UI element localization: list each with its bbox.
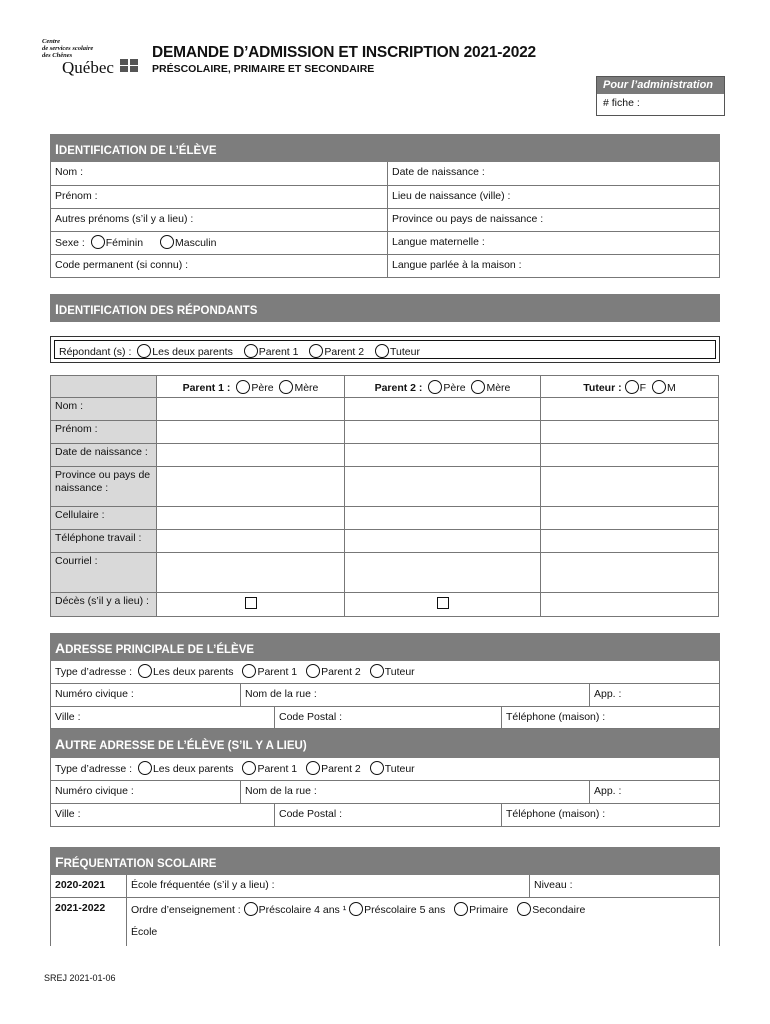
option-label: Secondaire bbox=[532, 904, 586, 916]
option-label: Parent 2 bbox=[321, 666, 361, 678]
table-corner bbox=[51, 376, 157, 398]
adresse-numero-field[interactable]: Numéro civique : bbox=[51, 684, 241, 706]
radio-feminin[interactable] bbox=[91, 235, 105, 249]
section-adresse bbox=[50, 633, 720, 827]
eleve-prenom-field[interactable]: Prénom : bbox=[51, 186, 388, 208]
section-autre-adresse-title: AUTRE ADRESSE DE L’ÉLÈVE (S’IL Y A LIEU) bbox=[50, 729, 720, 758]
adresse-rue-field[interactable]: Nom de la rue : bbox=[241, 684, 590, 706]
tuteur-deces-cell bbox=[541, 593, 719, 617]
year-2020-2021: 2020-2021 bbox=[51, 875, 127, 897]
option-label: Parent 1 bbox=[257, 666, 298, 678]
row-label-prenom: Prénom : bbox=[51, 421, 157, 444]
parent1-deces-cell bbox=[157, 593, 345, 617]
option-label: Parent 2 bbox=[321, 763, 361, 775]
parent2-province-input[interactable] bbox=[345, 467, 541, 507]
adresse-app-field[interactable]: App. : bbox=[594, 688, 622, 700]
radio-parent1-mere[interactable] bbox=[279, 380, 293, 394]
radio-autre-parent1[interactable] bbox=[242, 761, 256, 775]
repondants-table bbox=[50, 375, 719, 617]
adresse-telephone-field[interactable]: Téléphone (maison) : bbox=[506, 711, 606, 723]
autre-code-postal-field[interactable]: Code Postal : bbox=[275, 804, 502, 826]
year-2021-2022: 2021-2022 bbox=[51, 898, 127, 946]
eleve-langue-maternelle-field[interactable]: Langue maternelle : bbox=[392, 236, 485, 248]
row-label-province: Province ou pays de naissance : bbox=[51, 467, 157, 507]
repondants-choice-box bbox=[50, 336, 720, 363]
radio-adresse-tuteur[interactable] bbox=[370, 664, 384, 678]
section-eleve bbox=[50, 134, 720, 278]
eleve-date-naissance-field[interactable]: Date de naissance : bbox=[392, 166, 485, 178]
tuteur-nom-input[interactable] bbox=[541, 398, 719, 421]
row-label-telephone: Téléphone travail : bbox=[51, 530, 157, 553]
radio-prescolaire-4[interactable] bbox=[244, 902, 258, 916]
ordre-group bbox=[127, 898, 719, 946]
radio-tuteur-f[interactable] bbox=[625, 380, 639, 394]
adresse-code-postal-field[interactable]: Code Postal : bbox=[275, 707, 502, 728]
option-label: Parent 1 bbox=[257, 763, 298, 775]
page-title: DEMANDE D’ADMISSION ET INSCRIPTION 2021-2022 bbox=[152, 44, 536, 61]
quebec-flag-icon bbox=[120, 59, 140, 72]
tuteur-prenom-input[interactable] bbox=[541, 421, 719, 444]
radio-masculin[interactable] bbox=[160, 235, 174, 249]
autre-app-field[interactable]: App. : bbox=[594, 785, 622, 797]
tuteur-province-input[interactable] bbox=[541, 467, 719, 507]
option-label: Primaire bbox=[469, 904, 509, 916]
eleve-autres-prenoms-field[interactable]: Autres prénoms (s’il y a lieu) : bbox=[51, 209, 388, 231]
logo-line-1: Centre bbox=[42, 38, 61, 45]
radio-autre-tuteur[interactable] bbox=[370, 761, 384, 775]
parent1-telephone-input[interactable] bbox=[157, 530, 345, 553]
section-repondants-title: IDENTIFICATION DES RÉPONDANTS bbox=[50, 294, 720, 322]
section-repondants bbox=[50, 294, 720, 322]
feminin-label: Féminin bbox=[105, 237, 144, 249]
radio-parent1-pere[interactable] bbox=[236, 380, 250, 394]
sexe-label: Sexe : bbox=[55, 237, 85, 249]
row-label-nom: Nom : bbox=[51, 398, 157, 421]
radio-parent2-mere[interactable] bbox=[471, 380, 485, 394]
section-eleve-title: IDENTIFICATION DE L’ÉLÈVE bbox=[50, 134, 720, 162]
adresse-type-label: Type d’adresse : bbox=[55, 666, 133, 678]
row-label-cellulaire: Cellulaire : bbox=[51, 507, 157, 530]
parent1-prenom-input[interactable] bbox=[157, 421, 345, 444]
parent2-prenom-input[interactable] bbox=[345, 421, 541, 444]
adresse-ville-field[interactable]: Ville : bbox=[51, 707, 275, 728]
radio-primaire[interactable] bbox=[454, 902, 468, 916]
parent1-nom-input[interactable] bbox=[157, 398, 345, 421]
footer-code: SREJ 2021-01-06 bbox=[44, 973, 116, 983]
ordre-label: Ordre d’enseignement : bbox=[131, 904, 241, 916]
admin-box bbox=[596, 76, 725, 116]
radio-adresse-parent2[interactable] bbox=[306, 664, 320, 678]
parent1-date-input[interactable] bbox=[157, 444, 345, 467]
niveau-field[interactable]: Niveau : bbox=[534, 879, 573, 891]
row-label-courriel: Courriel : bbox=[51, 553, 157, 593]
radio-autre-parent2[interactable] bbox=[306, 761, 320, 775]
autre-rue-field[interactable]: Nom de la rue : bbox=[241, 781, 590, 803]
parent2-deces-checkbox[interactable] bbox=[437, 597, 449, 609]
option-label: Tuteur bbox=[384, 666, 415, 678]
parent2-date-input[interactable] bbox=[345, 444, 541, 467]
eleve-sexe-group bbox=[51, 232, 388, 254]
option-label: Les deux parents bbox=[152, 763, 234, 775]
eleve-code-permanent-field[interactable]: Code permanent (si connu) : bbox=[51, 255, 388, 277]
radio-tuteur-m[interactable] bbox=[652, 380, 666, 394]
radio-autre-deux-parents[interactable] bbox=[138, 761, 152, 775]
repondants-table-wrap bbox=[50, 375, 719, 617]
parent2-cellulaire-input[interactable] bbox=[345, 507, 541, 530]
admin-title: Pour l’administration bbox=[597, 77, 724, 94]
parent2-courriel-input[interactable] bbox=[345, 553, 541, 593]
ecole-field[interactable]: École bbox=[131, 926, 158, 938]
autre-ville-field[interactable]: Ville : bbox=[51, 804, 275, 826]
autre-adresse-type-group bbox=[51, 758, 719, 780]
parent1-province-input[interactable] bbox=[157, 467, 345, 507]
parent1-courriel-input[interactable] bbox=[157, 553, 345, 593]
section-frequentation-title: FRÉQUENTATION SCOLAIRE bbox=[50, 847, 720, 875]
logo-line-3: des Chênes bbox=[42, 52, 73, 59]
radio-parent2-pere[interactable] bbox=[428, 380, 442, 394]
radio-repondant-deux-parents[interactable] bbox=[137, 344, 151, 358]
option-label: Tuteur bbox=[384, 763, 415, 775]
section-adresse-title: ADRESSE PRINCIPALE DE L’ÉLÈVE bbox=[50, 633, 720, 661]
eleve-lieu-naissance-field[interactable]: Lieu de naissance (ville) : bbox=[392, 190, 511, 202]
option-label: Tuteur bbox=[390, 346, 420, 358]
tuteur-date-input[interactable] bbox=[541, 444, 719, 467]
radio-repondant-parent1[interactable] bbox=[244, 344, 258, 358]
section-frequentation bbox=[50, 847, 720, 946]
ecole-frequentee-field[interactable]: École fréquentée (s’il y a lieu) : bbox=[127, 875, 530, 897]
tuteur-header: Tuteur : F M bbox=[541, 376, 719, 398]
adresse-type-group bbox=[51, 661, 719, 683]
radio-secondaire[interactable] bbox=[517, 902, 531, 916]
option-label: Préscolaire 4 ans ¹ bbox=[258, 904, 347, 916]
radio-prescolaire-5[interactable] bbox=[349, 902, 363, 916]
radio-adresse-deux-parents[interactable] bbox=[138, 664, 152, 678]
admin-fiche-field[interactable]: # fiche : bbox=[603, 97, 640, 109]
row-label-deces: Décès (s’il y a lieu) : bbox=[51, 593, 157, 617]
radio-repondant-tuteur[interactable] bbox=[375, 344, 389, 358]
page-subtitle: PRÉSCOLAIRE, PRIMAIRE ET SECONDAIRE bbox=[152, 63, 375, 75]
radio-repondant-parent2[interactable] bbox=[309, 344, 323, 358]
autre-telephone-field[interactable]: Téléphone (maison) : bbox=[506, 808, 606, 820]
logo-quebec: Québec bbox=[62, 58, 114, 77]
option-label: Parent 1 bbox=[258, 346, 299, 358]
masculin-label: Masculin bbox=[174, 237, 217, 249]
autre-adresse-type-label: Type d’adresse : bbox=[55, 763, 133, 775]
parent2-telephone-input[interactable] bbox=[345, 530, 541, 553]
tuteur-telephone-input[interactable] bbox=[541, 530, 719, 553]
parent2-deces-cell bbox=[345, 593, 541, 617]
option-label: Les deux parents bbox=[152, 346, 233, 358]
parent2-header: Parent 2 : Père Mère bbox=[345, 376, 541, 398]
parent1-deces-checkbox[interactable] bbox=[245, 597, 257, 609]
logo-line-2: de services scolaire bbox=[42, 45, 94, 52]
row-label-date-naissance: Date de naissance : bbox=[51, 444, 157, 467]
parent2-nom-input[interactable] bbox=[345, 398, 541, 421]
tuteur-cellulaire-input[interactable] bbox=[541, 507, 719, 530]
parent1-header: Parent 1 : Père Mère bbox=[157, 376, 345, 398]
option-label: Les deux parents bbox=[152, 666, 234, 678]
eleve-langue-maison-field[interactable]: Langue parlée à la maison : bbox=[392, 259, 522, 271]
tuteur-courriel-input[interactable] bbox=[541, 553, 719, 593]
radio-adresse-parent1[interactable] bbox=[242, 664, 256, 678]
autre-numero-field[interactable]: Numéro civique : bbox=[51, 781, 241, 803]
repondants-label: Répondant (s) : bbox=[59, 346, 132, 358]
option-label: Parent 2 bbox=[324, 346, 365, 358]
logo bbox=[42, 38, 147, 80]
eleve-nom-field[interactable]: Nom : bbox=[51, 162, 388, 185]
parent1-cellulaire-input[interactable] bbox=[157, 507, 345, 530]
eleve-province-naissance-field[interactable]: Province ou pays de naissance : bbox=[392, 213, 544, 225]
option-label: Préscolaire 5 ans bbox=[364, 904, 446, 916]
